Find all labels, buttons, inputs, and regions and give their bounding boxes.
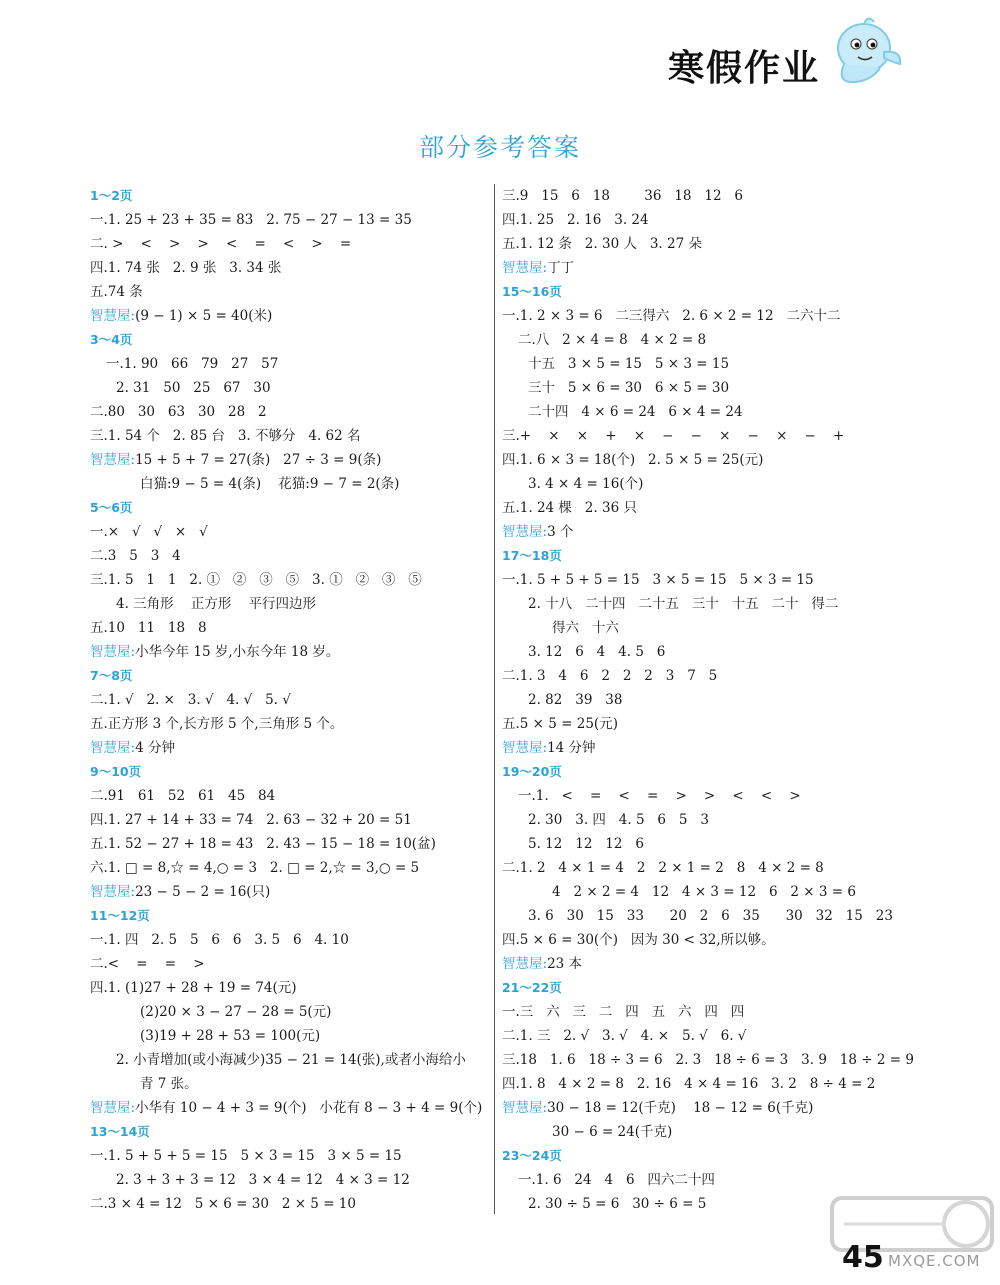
answer-line: 四.1. 27 + 14 + 33 = 74 2. 63 − 32 + 20 = 51	[90, 812, 412, 828]
wisdom-label: 智慧屋:	[90, 452, 136, 468]
answer-line: 5. 12 12 12 6	[528, 836, 644, 852]
wisdom-answer	[502, 256, 902, 280]
wisdom-label: 智慧屋:	[90, 884, 136, 900]
wisdom-answer	[90, 736, 490, 760]
answer-line: 五.1. 12 条 2. 30 人 3. 27 朵	[502, 236, 702, 252]
page-range-label: 17～18页	[502, 548, 562, 563]
answer-line: 五.10 11 18 8	[90, 620, 207, 636]
wisdom-text: 23 − 5 − 2 = 16(只)	[135, 884, 271, 900]
answer-line: 3. 4 × 4 = 16(个)	[528, 476, 644, 492]
answer-line: 一.1. 25 + 23 + 35 = 83 2. 75 − 27 − 13 = 35	[90, 212, 412, 228]
left-answers	[90, 184, 490, 1216]
wisdom-answer	[502, 1096, 902, 1120]
wisdom-text: 14 分钟	[547, 740, 596, 756]
page-range-heading	[502, 1144, 902, 1168]
answer-line: 2. 十八 二十四 二十五 三十 十五 二十 得二	[528, 596, 839, 612]
answer-line: 4. 三角形 正方形 平行四边形	[116, 596, 317, 612]
wisdom-text: 4 分钟	[135, 740, 175, 756]
answer-line: 四.5 × 6 = 30(个) 因为 30 < 32,所以够。	[502, 932, 775, 948]
page-range-label: 7～8页	[90, 668, 133, 683]
page-range-label: 13～14页	[90, 1124, 150, 1139]
answer-line: 2. 30 3. 四 4. 5 6 5 3	[528, 812, 709, 828]
wisdom-answer	[90, 448, 490, 472]
answer-line: 二.91 61 52 61 45 84	[90, 788, 276, 804]
wisdom-label: 智慧屋:	[90, 644, 136, 660]
page-range-label: 19～20页	[502, 764, 562, 779]
page-range-label: 21～22页	[502, 980, 562, 995]
answer-line: 30 − 6 = 24(千克)	[552, 1124, 673, 1140]
answer-line: 十五 3 × 5 = 15 5 × 3 = 15	[528, 356, 730, 372]
answer-line: 一.1. < = < = > > < < >	[518, 788, 801, 804]
answer-line: 4 2 × 2 = 4 12 4 × 3 = 12 6 2 × 3 = 6	[552, 884, 856, 900]
answer-line: 2. 82 39 38	[528, 692, 623, 708]
right-answers	[502, 184, 914, 1216]
wisdom-answer	[90, 1096, 490, 1120]
answer-line: (2)20 × 3 − 27 − 28 = 5(元)	[140, 1004, 332, 1020]
answer-line: 二.< = = >	[90, 956, 205, 972]
answer-line: 一.1. 2 × 3 = 6 二三得六 2. 6 × 2 = 12 二六十二	[502, 308, 841, 324]
wisdom-answer	[502, 520, 902, 544]
page-range-heading	[90, 904, 490, 928]
wisdom-label: 智慧屋:	[502, 260, 548, 276]
wisdom-label: 智慧屋:	[90, 1100, 136, 1116]
page-title: 部分参考答案	[418, 133, 581, 162]
answer-line: 三.9 15 6 18 36 18 12 6	[502, 188, 744, 204]
answer-line: 2. 小青增加(或小海减少)35 − 21 = 14(张),或者小海给小	[116, 1052, 466, 1068]
answer-line: 2. 3 + 3 + 3 = 12 3 × 4 = 12 4 × 3 = 12	[116, 1172, 410, 1188]
wisdom-label: 智慧屋:	[502, 956, 548, 972]
answer-line: 二.1. √ 2. × 3. √ 4. √ 5. √	[90, 692, 291, 708]
wisdom-label: 智慧屋:	[502, 740, 548, 756]
wisdom-text: 小华今年 15 岁,小东今年 18 岁。	[135, 644, 340, 660]
answer-line: 二.80 30 63 30 28 2	[90, 404, 267, 420]
answer-line: 四.1. 6 × 3 = 18(个) 2. 5 × 5 = 25(元)	[502, 452, 764, 468]
wisdom-label: 智慧屋:	[502, 1100, 548, 1116]
page-range-heading	[90, 496, 490, 520]
brand-title: 寒假作业	[668, 47, 821, 89]
answer-line: 三.18 1. 6 18 ÷ 3 = 6 2. 3 18 ÷ 6 = 3 3. 9 18 ÷ 2 = 9	[502, 1052, 914, 1068]
page-range-label: 5～6页	[90, 500, 133, 515]
answer-line: 三.+ × × + × − − × − × − +	[502, 428, 845, 444]
answer-line: 二.八 2 × 4 = 8 4 × 2 = 8	[518, 332, 707, 348]
column-divider	[494, 184, 495, 1214]
wisdom-answer	[90, 640, 490, 664]
answer-line: 3. 6 30 15 33 20 2 6 35 30 32 15 23	[528, 908, 893, 924]
page-range-label: 1～2页	[90, 188, 133, 203]
page-range-heading	[502, 544, 902, 568]
answer-line: 四.1. (1)27 + 28 + 19 = 74(元)	[90, 980, 297, 996]
answer-line: 二.3 5 3 4	[90, 548, 181, 564]
page-number: 45	[842, 1240, 884, 1275]
answer-line: 六.1. □ = 8,☆ = 4,○ = 3 2. □ = 2,☆ = 3,○ = 5	[90, 860, 420, 876]
wisdom-label: 智慧屋:	[502, 524, 548, 540]
answer-line: 2. 31 50 25 67 30	[116, 380, 271, 396]
answer-line: 二.1. 2 4 × 1 = 4 2 2 × 1 = 2 8 4 × 2 = 8	[502, 860, 824, 876]
wisdom-text: 15 + 5 + 7 = 27(条) 27 ÷ 3 = 9(条)	[135, 452, 382, 468]
answer-line: 一.1. 四 2. 5 5 6 6 3. 5 6 4. 10	[90, 932, 349, 948]
wisdom-text: 丁丁	[547, 260, 575, 276]
page-range-label: 23～24页	[502, 1148, 562, 1163]
answer-line: 2. 30 ÷ 5 = 6 30 ÷ 6 = 5	[528, 1196, 707, 1212]
answer-line: 四.1. 8 4 × 2 = 8 2. 16 4 × 4 = 16 3. 2 8 ÷ 4 = 2	[502, 1076, 876, 1092]
answer-line: 白猫:9 − 5 = 4(条) 花猫:9 − 7 = 2(条)	[140, 476, 400, 492]
answer-line: 一.1. 90 66 79 27 57	[106, 356, 279, 372]
answer-line: 五.1. 52 − 27 + 18 = 43 2. 43 − 15 − 18 = 10(盆)	[90, 836, 436, 852]
page-range-heading	[502, 280, 902, 304]
answer-line: 二.1. 3 4 6 2 2 2 3 7 5	[502, 668, 718, 684]
wisdom-text: 23 本	[547, 956, 583, 972]
answer-line: 五.正方形 3 个,长方形 5 个,三角形 5 个。	[90, 716, 344, 732]
wisdom-answer	[90, 880, 490, 904]
answer-line: 一.三 六 三 二 四 五 六 四 四	[502, 1004, 745, 1020]
answer-line: 四.1. 25 2. 16 3. 24	[502, 212, 649, 228]
wisdom-text: 小华有 10 − 4 + 3 = 9(个) 小花有 8 − 3 + 4 = 9(个)	[135, 1100, 483, 1116]
answer-line: 得六 十六	[552, 620, 619, 636]
answer-line: 五.74 条	[90, 284, 143, 300]
answer-line: 三.1. 5 1 1 2. ① ② ③ ⑤ 3. ① ② ③ ⑤	[90, 572, 422, 588]
answer-line: 五.1. 24 棵 2. 36 只	[502, 500, 637, 516]
answer-line: 二.3 × 4 = 12 5 × 6 = 30 2 × 5 = 10	[90, 1196, 356, 1212]
page-range-heading	[502, 976, 902, 1000]
wisdom-answer	[90, 304, 490, 328]
wisdom-answer	[502, 952, 902, 976]
answer-line: 一.1. 5 + 5 + 5 = 15 5 × 3 = 15 3 × 5 = 15	[90, 1148, 402, 1164]
page-range-heading	[90, 184, 490, 208]
answer-line: (3)19 + 28 + 53 = 100(元)	[140, 1028, 321, 1044]
wisdom-text: 3 个	[547, 524, 574, 540]
answer-line: 三十 5 × 6 = 30 6 × 5 = 30	[528, 380, 730, 396]
page-range-heading	[90, 760, 490, 784]
answer-line: 青 7 张。	[140, 1076, 198, 1092]
answer-line: 一.1. 5 + 5 + 5 = 15 3 × 5 = 15 5 × 3 = 15	[502, 572, 814, 588]
answer-line: 三.1. 54 个 2. 85 台 3. 不够分 4. 62 名	[90, 428, 361, 444]
wisdom-text: 30 − 18 = 12(千克) 18 − 12 = 6(千克)	[547, 1100, 814, 1116]
page-range-label: 9～10页	[90, 764, 142, 779]
answer-line: 二. > < > > < = < > =	[90, 236, 352, 252]
page-range-label: 11～12页	[90, 908, 150, 923]
wisdom-text: (9 − 1) × 5 = 40(米)	[135, 308, 273, 324]
page-range-heading	[90, 328, 490, 352]
answer-line: 四.1. 74 张 2. 9 张 3. 34 张	[90, 260, 282, 276]
page-range-heading	[502, 760, 902, 784]
wisdom-answer	[502, 736, 902, 760]
wisdom-label: 智慧屋:	[90, 740, 136, 756]
page-range-label: 15～16页	[502, 284, 562, 299]
wisdom-label: 智慧屋:	[90, 308, 136, 324]
watermark-text: MXQE.COM	[888, 1252, 981, 1270]
answer-line: 一.1. 6 24 4 6 四六二十四	[518, 1172, 715, 1188]
answer-line: 二.1. 三 2. √ 3. √ 4. × 5. √ 6. √	[502, 1028, 747, 1044]
page-range-heading	[90, 664, 490, 688]
answer-line: 二十四 4 × 6 = 24 6 × 4 = 24	[528, 404, 743, 420]
page-range-label: 3～4页	[90, 332, 133, 347]
answer-line: 一.× √ √ × √	[90, 524, 208, 540]
answer-line: 五.5 × 5 = 25(元)	[502, 716, 618, 732]
dolphin-mascot-icon	[826, 12, 906, 92]
page-range-heading	[90, 1120, 490, 1144]
answer-line: 3. 12 6 4 4. 5 6	[528, 644, 666, 660]
